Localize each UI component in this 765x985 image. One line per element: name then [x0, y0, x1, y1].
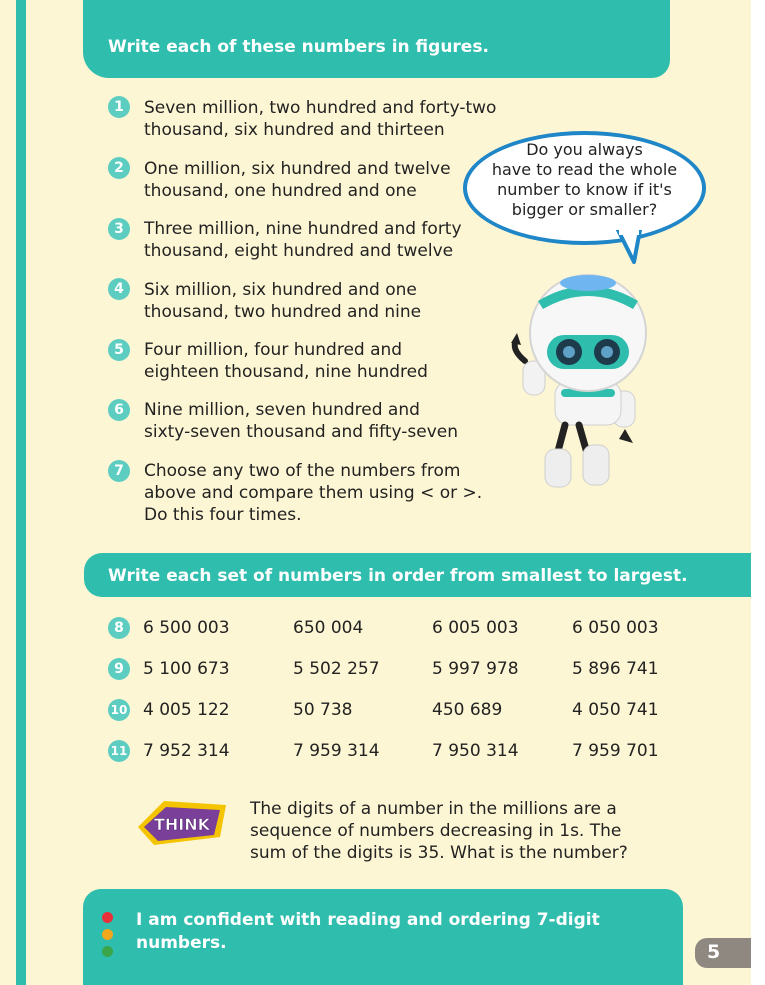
number-value: 50 738: [293, 700, 353, 720]
number-value: 5 502 257: [293, 659, 380, 679]
question-text: Choose any two of the numbers from above and compare them using < or >. Do this four times.: [144, 461, 483, 525]
number-value: 7 959 314: [293, 741, 380, 761]
robot-illustration: [505, 273, 665, 493]
question-number: 7: [108, 460, 130, 482]
page-edge-stripe: [16, 0, 26, 985]
confidence-text: I am confident with reading and ordering 7-digit numbers.: [136, 910, 600, 953]
question-text: Seven million, two hundred and forty-two thousand, six hundred and thirteen: [144, 98, 497, 140]
question-text: Four million, four hundred and eighteen thousand, nine hundred: [144, 340, 428, 382]
question-text: Three million, nine hundred and forty thousand, eight hundred and twelve: [144, 219, 462, 261]
speech-bubble: Do you always have to read the whole number to know if it's bigger or smaller?: [463, 131, 706, 245]
question-text: One million, six hundred and twelve thousand, one hundred and one: [144, 159, 451, 201]
question-number: 5: [108, 339, 130, 361]
question-number: 8: [108, 617, 130, 639]
number-value: 6 050 003: [572, 618, 659, 638]
question-number: 10: [108, 699, 130, 721]
section1-heading: Write each of these numbers in figures.: [83, 0, 670, 78]
think-logo-text: THINK: [153, 815, 211, 834]
number-value: 650 004: [293, 618, 364, 638]
think-logo: [134, 797, 230, 849]
question-number: 1: [108, 96, 130, 118]
question-number: 9: [108, 658, 130, 680]
amber-light-icon: [102, 929, 113, 940]
question-number: 11: [108, 740, 130, 762]
page-number: 5: [695, 938, 751, 968]
question-number: 3: [108, 218, 130, 240]
question-number: 4: [108, 278, 130, 300]
section2-heading: Write each set of numbers in order from smallest to largest.: [84, 553, 751, 597]
number-value: 6 005 003: [432, 618, 519, 638]
number-value: 5 100 673: [143, 659, 230, 679]
number-value: 6 500 003: [143, 618, 230, 638]
number-value: 7 952 314: [143, 741, 230, 761]
number-value: 5 896 741: [572, 659, 659, 679]
number-value: 7 959 701: [572, 741, 659, 761]
number-value: 7 950 314: [432, 741, 519, 761]
question-text: Six million, six hundred and one thousand, two hundred and nine: [144, 280, 422, 322]
question-number: 2: [108, 157, 130, 179]
think-question-text: The digits of a number in the millions are a sequence of numbers decreasing in 1s. The sum of the digits is 35. What is the number?: [250, 799, 628, 863]
green-light-icon: [102, 946, 113, 957]
red-light-icon: [102, 912, 113, 923]
traffic-light-icon: [99, 909, 115, 961]
number-value: 5 997 978: [432, 659, 519, 679]
number-value: 4 005 122: [143, 700, 230, 720]
number-value: 4 050 741: [572, 700, 659, 720]
number-value: 450 689: [432, 700, 503, 720]
question-number: 6: [108, 399, 130, 421]
confidence-statement: [83, 889, 683, 985]
speech-bubble-tail: [614, 230, 654, 264]
question-text: Nine million, seven hundred and sixty-seven thousand and fifty-seven: [144, 400, 459, 442]
